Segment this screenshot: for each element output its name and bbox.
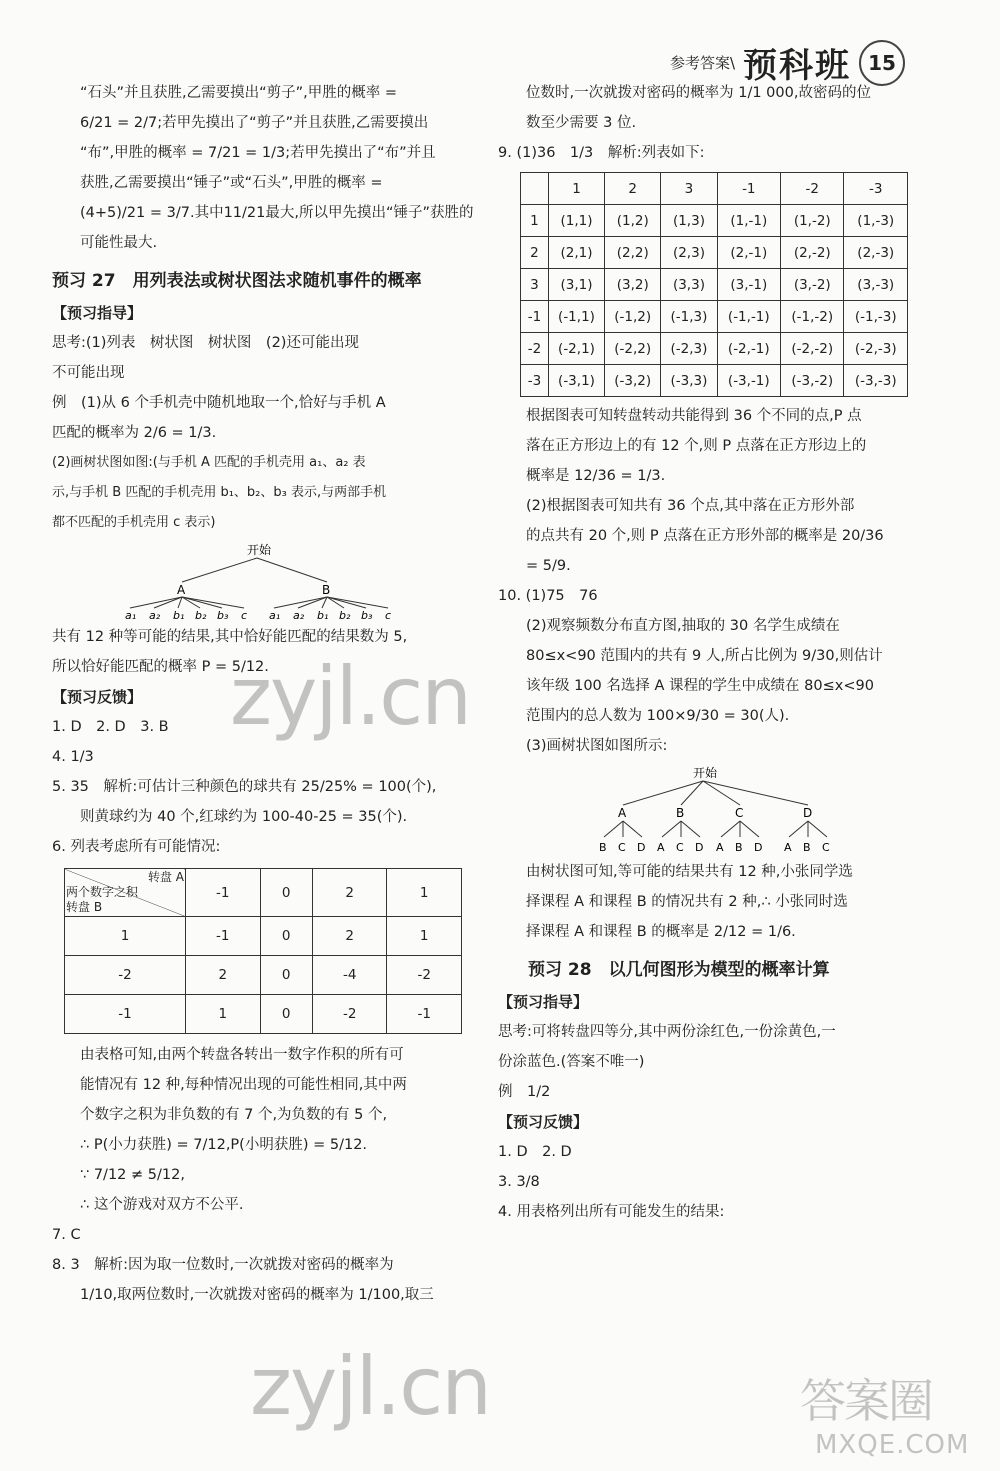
text-line: 共有 12 种等可能的结果,其中恰好能匹配的结果数为 5, [52,629,408,645]
tree-node: C [735,806,744,820]
table-cell: 0 [260,995,312,1034]
text-line: 择课程 A 和课程 B 的情况共有 2 种,∴ 小张同时选 [526,894,848,910]
tree-leaf: B [803,841,811,854]
tree-diagram-phone [52,540,472,620]
tree-leaf: A [716,841,724,854]
corner-label: 两个数字之积 [66,885,139,899]
tree-node: B [676,806,685,820]
table-cell: (-3,-2) [781,365,844,397]
table-cell: (3,-1) [717,269,780,301]
text-line: 由表格可知,由两个转盘各转出一数字作积的所有可 [80,1047,404,1063]
table-cell: (-2,2) [605,333,661,365]
tree-leaf: b₃ [217,609,229,620]
feedback-heading: 【预习反馈】 [498,1113,589,1131]
text-line: 的点共有 20 个,则 P 点落在正方形外部的概率是 20/36 [526,528,884,544]
table-cell: -1 [387,995,462,1034]
tree-leaf: a₂ [293,609,305,620]
row-header: -1 [65,995,186,1034]
text-line: 获胜,乙需要摸出“锤子”或“石头”,甲胜的概率 = [80,175,383,191]
table-row [521,269,908,301]
tree-leaf: B [735,841,743,854]
text-line: = 5/9. [526,558,571,574]
tree-leaf: D [754,841,763,854]
row-header: -1 [521,301,549,333]
text-line: ∵ 7/12 ≠ 5/12, [80,1167,185,1183]
table-cell: (3,2) [605,269,661,301]
text-line: 个数字之积为非负数的有 7 个,为负数的有 5 个, [80,1107,388,1123]
table-cell: (-3,-1) [717,365,780,397]
watermark: zyjl.cn [250,1340,490,1433]
answer-line: 4. 1/3 [52,749,94,765]
header-subtitle: 参考答案\ [669,54,735,72]
table-cell: (3,1) [548,269,604,301]
table-row [65,995,462,1034]
table-cell: 1 [387,917,462,956]
text-line: 不可能出现 [52,365,125,381]
section-title-27: 预习 27 用列表法或树状图法求随机事件的概率 [52,271,422,291]
row-header: -2 [521,333,549,365]
table-row [65,917,462,956]
row-header: 3 [521,269,549,301]
text-line: 所以恰好能匹配的概率 P = 5/12. [52,659,269,675]
text-line: (4+5)/21 = 3/7.其中11/21最大,所以甲先摸出“锤子”获胜的 [80,205,474,221]
text-line: “石头”并且获胜,乙需要摸出“剪子”,甲胜的概率 = [80,85,398,101]
table-row [521,205,908,237]
tree-leaf: A [657,841,665,854]
table-cell: -1 [186,917,261,956]
table-row [521,333,908,365]
table-cell: 0 [260,917,312,956]
tree-leaf: a₁ [269,609,281,620]
tree-leaf: b₃ [361,609,373,620]
answer-line: 5. 35 解析:可估计三种颜色的球共有 25/25% = 100(个), [52,779,437,795]
text-line: (3)画树状图如图所示: [526,738,668,754]
tree-leaf: D [637,841,646,854]
text-line: 范围内的总人数为 100×9/30 = 30(人). [526,708,790,724]
text-line: 能情况有 12 种,每种情况出现的可能性相同,其中两 [80,1077,407,1093]
col-header: -1 [186,869,261,917]
answer-line: 1/10,取两位数时,一次就拨对密码的概率为 1/100,取三 [80,1287,434,1303]
tree-leaf: b₁ [317,609,329,620]
row-header: 2 [521,237,549,269]
table-cell: (-1,-3) [844,301,908,333]
answer-line: 8. 3 解析:因为取一位数时,一次就拨对密码的概率为 [52,1257,394,1273]
table-cell: -4 [312,956,387,995]
watermark: MXQE.COM [815,1430,970,1460]
row-header: 1 [65,917,186,956]
text-line: 80≤x<90 范围内的共有 9 人,所占比例为 9/30,则估计 [526,648,883,664]
table-row [521,301,908,333]
table-cell: 1 [186,995,261,1034]
table-cell: (-2,-3) [844,333,908,365]
col-header: 1 [387,869,462,917]
tree-leaf: a₁ [125,609,137,620]
text-line: ∴ P(小力获胜) = 7/12,P(小明获胜) = 5/12. [80,1137,368,1153]
corner-label: 转盘 A [147,870,184,884]
table-cell: (-1,-2) [781,301,844,333]
text-line: 可能性最大. [80,235,158,251]
text-line: 概率是 12/36 = 1/3. [526,468,666,484]
right-column [498,78,908,1227]
corner-label: 转盘 B [66,900,103,914]
text-line: 由树状图可知,等可能的结果共有 12 种,小张同学选 [526,864,853,880]
header-brand: 预科班 [743,46,851,86]
table-cell: (-3,3) [661,365,717,397]
answer-line: 3. 3/8 [498,1174,540,1190]
coordinate-table [520,172,908,397]
col-header: -1 [717,173,780,205]
col-header: -2 [781,173,844,205]
col-header: 2 [312,869,387,917]
text-line: “布”,甲胜的概率 = 7/21 = 1/3;若甲先摸出了“布”并且 [80,145,436,161]
text-line: (2)根据图表可知共有 36 个点,其中落在正方形外部 [526,498,855,514]
table-corner [521,173,549,205]
text-line: 例 1/2 [498,1084,551,1100]
table-cell: (2,-2) [781,237,844,269]
table-cell: (3,-3) [844,269,908,301]
feedback-heading: 【预习反馈】 [52,688,143,706]
tree-leaf: C [822,841,830,854]
tree-diagram-courses [498,763,908,855]
text-line: 择课程 A 和课程 B 的概率是 2/12 = 1/6. [526,924,796,940]
text-line: 示,与手机 B 匹配的手机壳用 b₁、b₂、b₃ 表示,与两部手机 [52,485,387,500]
text-line: 例 (1)从 6 个手机壳中随机地取一个,恰好与手机 A [52,395,386,411]
watermark: 答案圈 [800,1374,932,1428]
table-cell: (1,-2) [781,205,844,237]
tree-leaf: C [676,841,684,854]
tree-node: B [322,583,331,597]
tree-node: A [177,583,186,597]
text-line: 位数时,一次就拨对密码的概率为 1/1 000,故密码的位 [526,85,871,101]
table-cell: (-2,-2) [781,333,844,365]
product-table [64,868,462,1034]
tree-leaf: D [695,841,704,854]
col-header: -3 [844,173,908,205]
section-title-28: 预习 28 以几何图形为模型的概率计算 [528,960,830,980]
tree-leaf: B [599,841,607,854]
table-corner [65,869,186,917]
table-cell: 2 [186,956,261,995]
col-header: 2 [605,173,661,205]
table-cell: 2 [312,917,387,956]
tree-root: 开始 [693,766,718,780]
table-cell: (2,-1) [717,237,780,269]
text-line: 根据图表可知转盘转动共能得到 36 个不同的点,P 点 [526,408,862,424]
text-line: 份涂蓝色.(答案不唯一) [498,1054,645,1070]
table-cell: (-1,1) [548,301,604,333]
table-row [521,237,908,269]
col-header: 0 [260,869,312,917]
row-header: -3 [521,365,549,397]
answer-line: 1. D 2. D 3. B [52,719,169,735]
answer-line: 6. 列表考虑所有可能情况: [52,839,221,855]
tree-leaf: b₂ [195,609,207,620]
tree-leaf: A [784,841,792,854]
guide-heading: 【预习指导】 [498,993,589,1011]
table-cell: (1,1) [548,205,604,237]
table-cell: (1,2) [605,205,661,237]
table-cell: (2,3) [661,237,717,269]
table-cell: (2,1) [548,237,604,269]
text-line: 都不匹配的手机壳用 c 表示) [52,515,216,530]
tree-leaf: b₂ [339,609,351,620]
guide-heading: 【预习指导】 [52,304,143,322]
table-cell: (-2,3) [661,333,717,365]
text-line: ∴ 这个游戏对双方不公平. [80,1197,244,1213]
table-cell: -2 [312,995,387,1034]
table-cell: (-3,-3) [844,365,908,397]
table-cell: 0 [260,956,312,995]
text-line: 落在正方形边上的有 12 个,则 P 点落在正方形边上的 [526,438,867,454]
table-cell: (1,-3) [844,205,908,237]
table-cell: (2,-3) [844,237,908,269]
col-header: 3 [661,173,717,205]
answer-line: 1. D 2. D [498,1144,572,1160]
row-header: 1 [521,205,549,237]
left-intro [52,78,472,258]
row-header: -2 [65,956,186,995]
tree-leaf: b₁ [173,609,185,620]
table-row [521,365,908,397]
table-cell: (3,-2) [781,269,844,301]
tree-leaf: c [385,609,392,620]
table-cell: (1,3) [661,205,717,237]
tree-leaf: a₂ [149,609,161,620]
answer-line: 4. 用表格列出所有可能发生的结果: [498,1204,725,1220]
tree-node: D [803,806,813,820]
answer-line: 则黄球约为 40 个,红球约为 100-40-25 = 35(个). [80,809,408,825]
tree-node: A [618,806,627,820]
page-number: 15 [859,40,905,86]
table-cell: (-2,-1) [717,333,780,365]
tree-root: 开始 [247,543,272,557]
table-cell: (-1,-1) [717,301,780,333]
table-cell: (1,-1) [717,205,780,237]
table-cell: (-2,1) [548,333,604,365]
table-row [65,956,462,995]
tree-leaf: c [241,609,248,620]
table-cell: (-1,3) [661,301,717,333]
watermark: zyjl.cn [230,650,470,743]
text-line: 数至少需要 3 位. [526,115,637,131]
text-line: 思考:(1)列表 树状图 树状图 (2)还可能出现 [52,335,359,351]
table-cell: -2 [387,956,462,995]
table-cell: (3,3) [661,269,717,301]
text-line: 匹配的概率为 2/6 = 1/3. [52,425,217,441]
answer-line: 7. C [52,1227,81,1243]
text-line: 思考:可将转盘四等分,其中两份涂红色,一份涂黄色,一 [498,1024,836,1040]
text-line: (2)画树状图如图:(与手机 A 匹配的手机壳用 a₁、a₂ 表 [52,455,366,470]
table-cell: (-1,2) [605,301,661,333]
table-cell: (2,2) [605,237,661,269]
col-header: 1 [548,173,604,205]
text-line: (2)观察频数分布直方图,抽取的 30 名学生成绩在 [526,618,840,634]
text-line: 6/21 = 2/7;若甲先摸出了“剪子”并且获胜,乙需要摸出 [80,115,429,131]
answer-line: 9. (1)36 1/3 解析:列表如下: [498,145,705,161]
answer-line: 10. (1)75 76 [498,588,598,604]
text-line: 该年级 100 名选择 A 课程的学生中成绩在 80≤x<90 [526,678,874,694]
table-cell: (-3,2) [605,365,661,397]
tree-leaf: C [618,841,626,854]
table-cell: (-3,1) [548,365,604,397]
